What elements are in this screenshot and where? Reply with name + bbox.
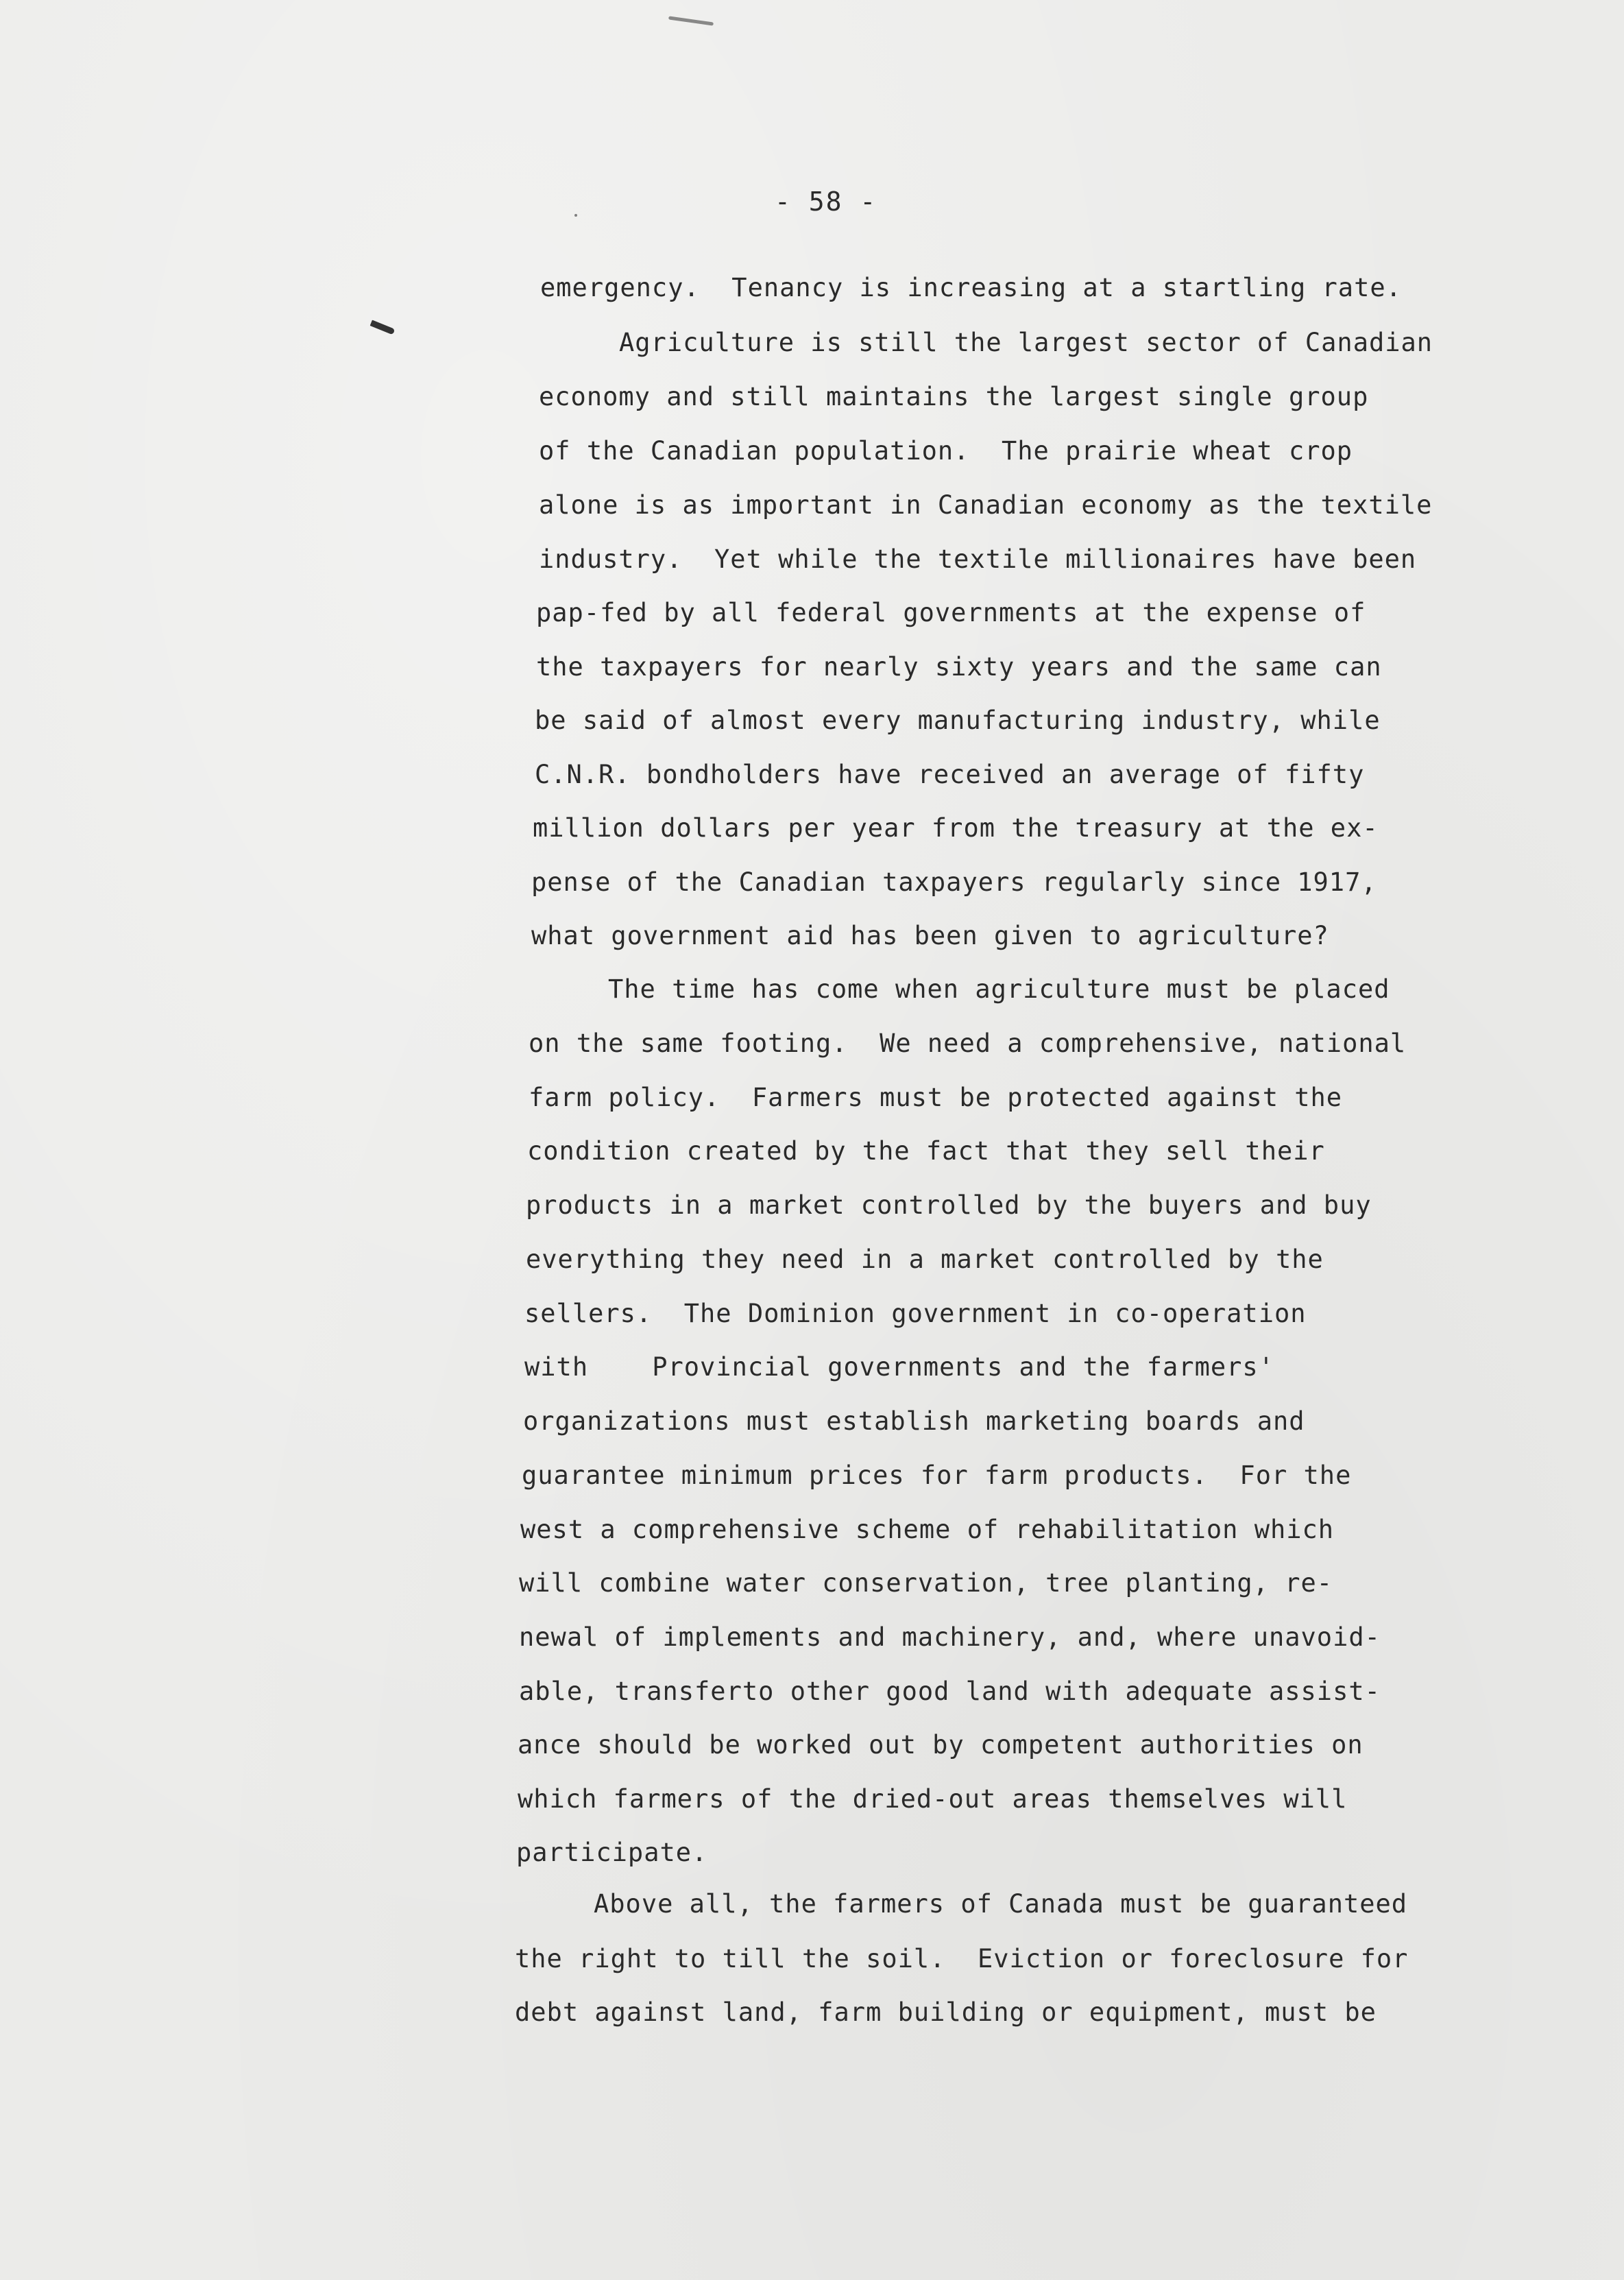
text-line: products in a market controlled by the buyers and buy [526,1190,1372,1220]
text-line: the taxpayers for nearly sixty years and the same can [536,652,1382,682]
text-line: economy and still maintains the largest single group [539,382,1369,411]
text-line: debt against land, farm building or equipment, must be [515,1997,1377,2027]
text-line: participate. [516,1838,708,1867]
text-line: everything they need in a market controlled by the [526,1245,1324,1274]
speck-mark [574,214,577,217]
text-line: organizations must establish marketing boards and [523,1406,1305,1436]
text-line: on the same footing. We need a comprehensive, national [529,1029,1407,1058]
text-line: industry. Yet while the textile millionaires have been [539,544,1417,574]
text-line: be said of almost every manufacturing industry, while [535,706,1381,735]
text-line: what government aid has been given to agriculture? [531,921,1329,950]
text-line: guarantee minimum prices for farm products. For the [522,1461,1352,1490]
page-number: - 58 - [775,187,877,217]
text-line: pense of the Canadian taxpayers regularly since 1917, [531,867,1377,897]
top-smudge-mark [668,16,714,25]
text-line: alone is as important in Canadian economy as the textile [539,490,1433,520]
text-line: pap-fed by all federal governments at the expense of [536,598,1366,627]
text-line: able, transferto other good land with adequate assist- [519,1677,1381,1706]
text-line: Agriculture is still the largest sector of Canadian [619,328,1433,357]
text-line: C.N.R. bondholders have received an average of fifty [535,760,1365,789]
text-line: sellers. The Dominion government in co-operation [524,1299,1307,1328]
text-line: which farmers of the dried-out areas themselves will [518,1784,1348,1814]
text-line: with Provincial governments and the farmers' [524,1352,1274,1382]
text-line: condition created by the fact that they sell their [527,1136,1325,1166]
text-line: will combine water conservation, tree planting, re- [519,1568,1333,1598]
margin-tick-mark [370,320,396,335]
text-line: farm policy. Farmers must be protected against the [529,1083,1343,1112]
text-line: million dollars per year from the treasury at the ex- [533,813,1379,843]
text-line: of the Canadian population. The prairie wheat crop [539,436,1353,466]
text-line: Above all, the farmers of Canada must be guaranteed [594,1889,1408,1919]
text-line: the right to till the soil. Eviction or foreclosure for [515,1944,1409,1973]
text-line: The time has come when agriculture must be placed [608,974,1390,1004]
text-line: west a comprehensive scheme of rehabilitation which [520,1515,1335,1544]
text-line: emergency. Tenancy is increasing at a startling rate. [540,273,1402,302]
text-line: newal of implements and machinery, and, where unavoid- [519,1622,1381,1652]
text-line: ance should be worked out by competent authorities on [518,1730,1364,1760]
